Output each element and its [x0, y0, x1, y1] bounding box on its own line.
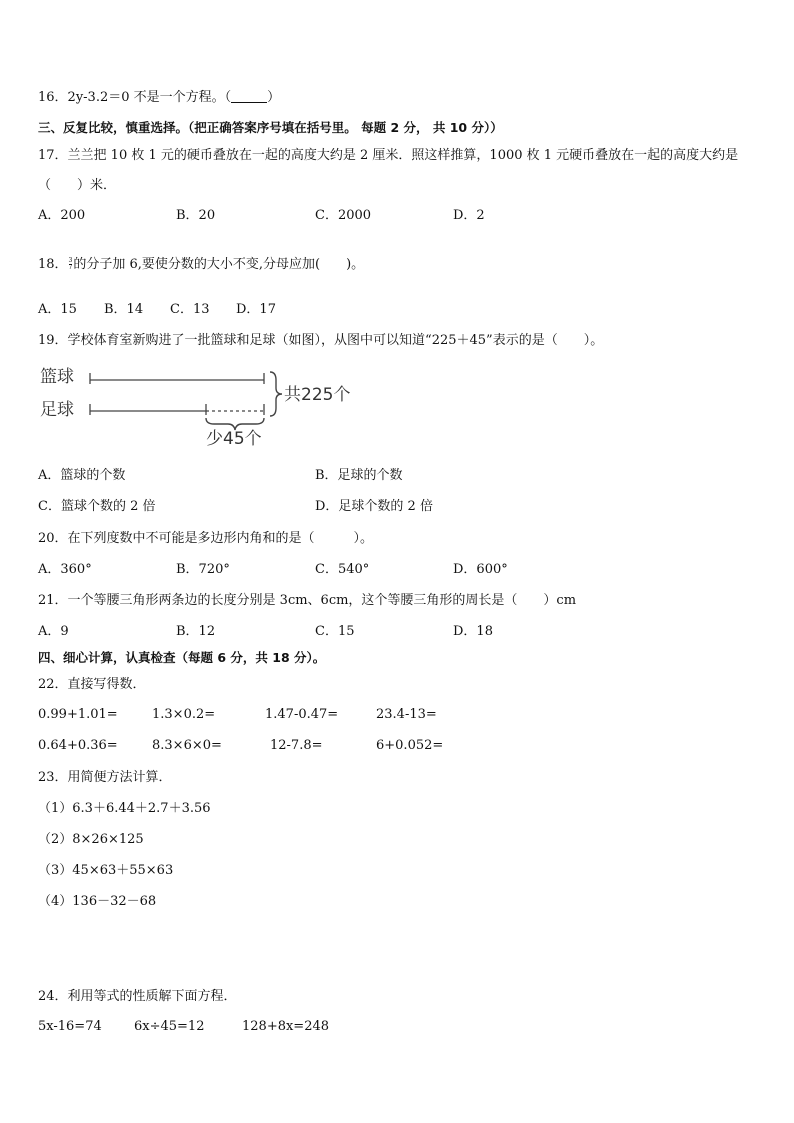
- q17-option-d[interactable]: D．2: [453, 208, 485, 223]
- total-brace: [270, 372, 282, 416]
- diagram-less-label: 少45个: [206, 429, 262, 449]
- q19-option-d[interactable]: D．足球个数的 2 倍: [315, 499, 433, 514]
- q21-option-b[interactable]: B．12: [176, 624, 216, 639]
- q21-option-a[interactable]: A．9: [38, 624, 69, 639]
- q23-text: 23．用简便方法计算．: [38, 770, 172, 785]
- q17-option-c[interactable]: C．2000: [315, 208, 372, 223]
- q18: [38, 257, 364, 273]
- q17-option-b[interactable]: B．20: [176, 208, 216, 223]
- q17-option-a[interactable]: A．200: [38, 208, 86, 223]
- q18-fraction: [69, 258, 73, 271]
- q18-option-c[interactable]: C．13: [170, 302, 210, 317]
- q20-option-b[interactable]: B．720°: [176, 562, 230, 577]
- q21-text: 21．一个等腰三角形两条边的长度分别是 3cm、6cm，这个等腰三角形的周长是（ ）cm: [38, 593, 577, 608]
- q22-expr-6: 8.3×6×0=: [152, 738, 222, 753]
- q23-item-3: （3）45×63＋55×63: [38, 863, 174, 878]
- q24-equation-3: 128+8x=248: [242, 1019, 330, 1034]
- section-4-title: 四、细心计算，认真检查（每题 6 分，共 18 分）。: [38, 650, 326, 665]
- q22-expr-8: 6+0.052=: [376, 738, 444, 753]
- q18-option-d[interactable]: D．17: [236, 302, 276, 317]
- q23-item-1: （1）6.3＋6.44＋2.7＋3.56: [38, 801, 211, 816]
- q16-close: ）: [267, 90, 281, 105]
- diagram-label-basketball: 篮球: [40, 367, 74, 387]
- q18-prefix: 18．: [38, 257, 68, 272]
- q19-option-c[interactable]: C．篮球个数的 2 倍: [38, 499, 156, 514]
- section-3-title: 三、反复比较，慎重选择。（把正确答案序号填在括号里。 每题 2 分， 共 10 分））: [38, 120, 503, 135]
- q16-text: 16．2y-3.2＝0 不是一个方程。（: [38, 90, 232, 105]
- q21-option-c[interactable]: C．15: [315, 624, 355, 639]
- q20-option-a[interactable]: A．360°: [38, 562, 92, 577]
- q21-option-d[interactable]: D．18: [453, 624, 493, 639]
- q18-fraction-denominator: 7: [68, 264, 73, 271]
- q20-option-c[interactable]: C．540°: [315, 562, 370, 577]
- q22-expr-5: 0.64+0.36=: [38, 738, 118, 753]
- q18-option-b[interactable]: B．14: [104, 302, 144, 317]
- q24-text: 24．利用等式的性质解下面方程．: [38, 989, 237, 1004]
- q19-line-diagram: [38, 360, 368, 452]
- diagram-total-label: 共225个: [284, 385, 351, 405]
- q24-equation-2: 6x÷45=12: [134, 1019, 205, 1034]
- q22-expr-4: 23.4-13=: [376, 707, 437, 722]
- q20-text: 20．在下列度数中不可能是多边形内角和的是（ ）。: [38, 531, 374, 546]
- q17-line2: （ ）米．: [38, 178, 117, 193]
- q18-fraction-numerator: 3: [68, 257, 73, 264]
- diagram-label-football: 足球: [40, 400, 74, 420]
- q16: [38, 90, 280, 106]
- q18-option-a[interactable]: A．15: [38, 302, 77, 317]
- q20-option-d[interactable]: D．600°: [453, 562, 508, 577]
- q19-option-a[interactable]: A．篮球的个数: [38, 468, 126, 483]
- q22-expr-1: 0.99+1.01=: [38, 707, 118, 722]
- q17-line1: 17．兰兰把 10 枚 1 元的硬币叠放在一起的高度大约是 2 厘米．照这样推算，1000 枚 1 元硬币叠放在一起的高度大约是: [38, 148, 739, 163]
- q22-expr-3: 1.47-0.47=: [265, 707, 339, 722]
- q19-text: 19．学校体育室新购进了一批篮球和足球（如图），从图中可以知道“225＋45”表示的是（ ）。: [38, 333, 604, 348]
- q22-text: 22．直接写得数．: [38, 677, 146, 692]
- q23-item-2: （2）8×26×125: [38, 832, 144, 847]
- q22-expr-7: 12-7.8=: [270, 738, 323, 753]
- q19-option-b[interactable]: B．足球的个数: [315, 468, 403, 483]
- q22-expr-2: 1.3×0.2=: [152, 707, 216, 722]
- q23-item-4: （4）136－32－68: [38, 894, 157, 909]
- q24-equation-1: 5x-16=74: [38, 1019, 102, 1034]
- q16-answer-blank[interactable]: [231, 90, 267, 103]
- q18-suffix: 的分子加 6,要使分数的大小不变,分母应加( )。: [73, 257, 365, 272]
